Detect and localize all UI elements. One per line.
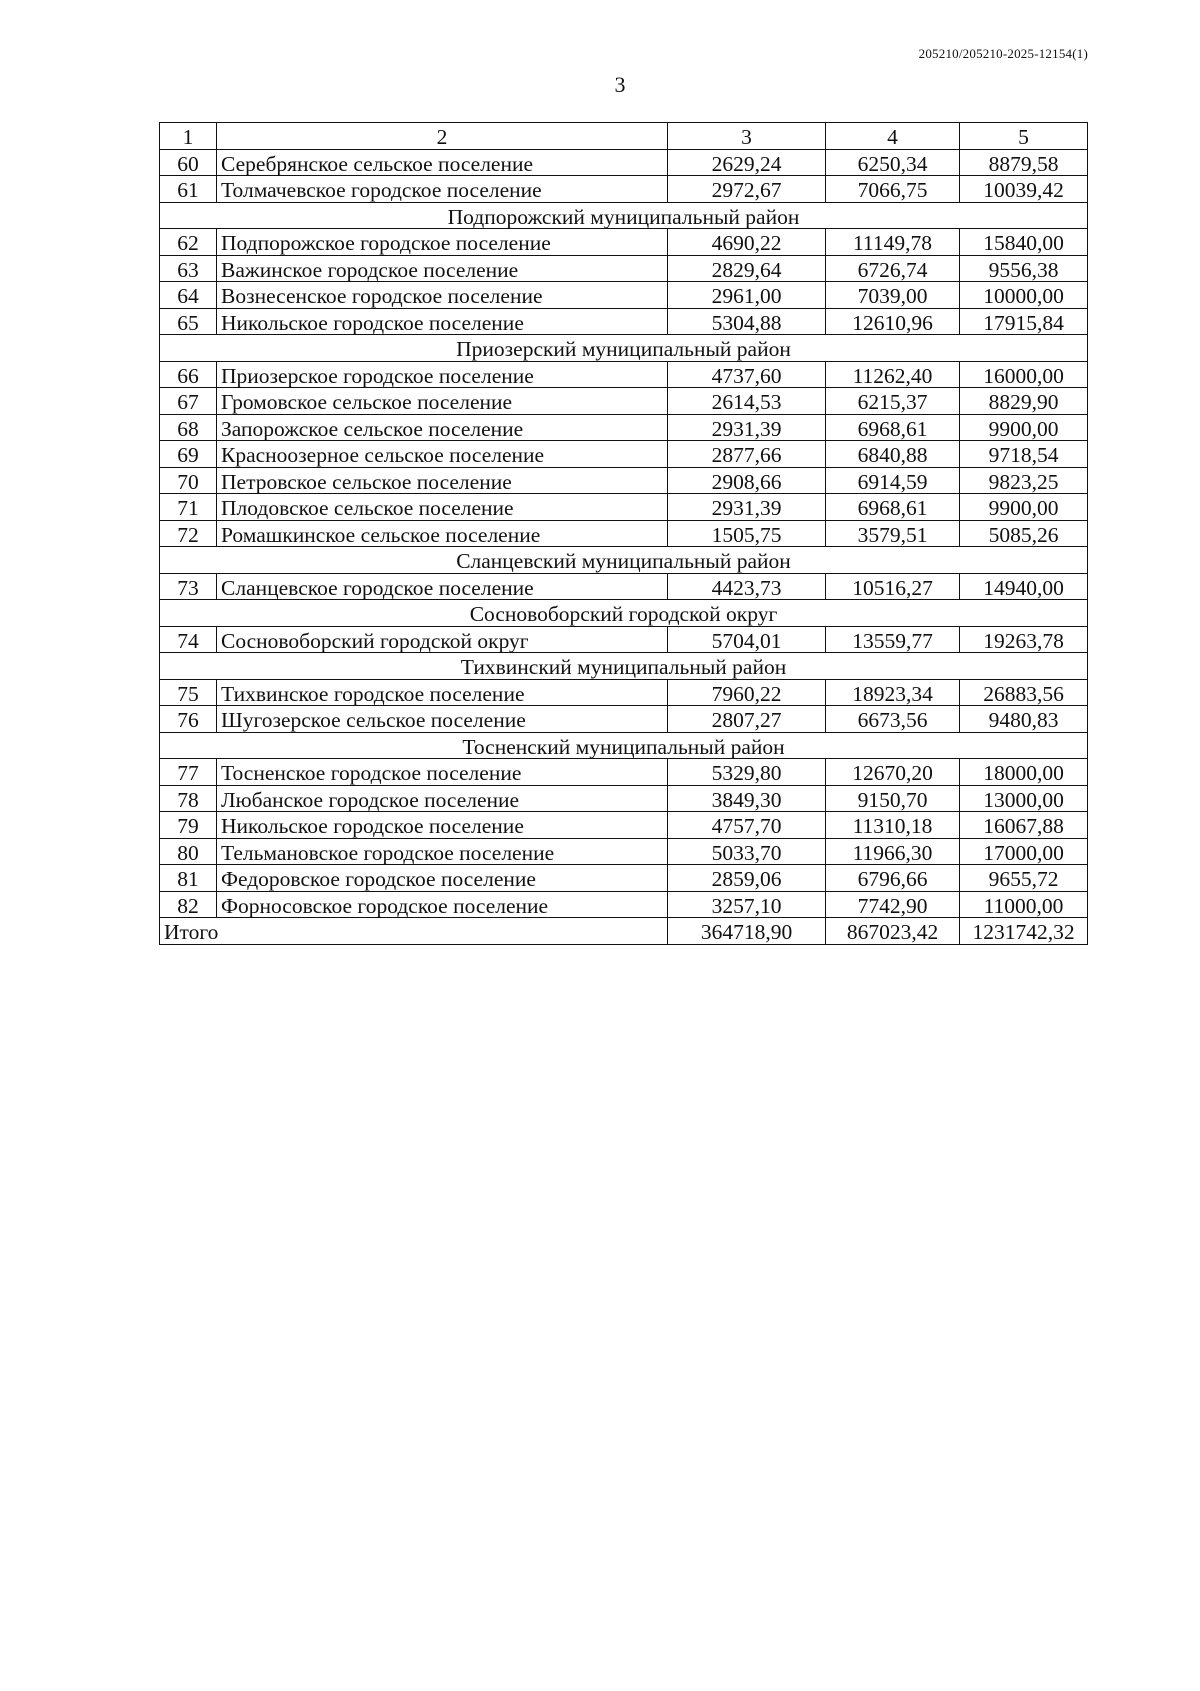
total-col-3: 364718,90: [668, 918, 826, 945]
row-number: 72: [160, 520, 217, 547]
settlement-name: Никольское городское поселение: [217, 308, 668, 335]
value-col-5: 9900,00: [960, 494, 1088, 521]
row-number: 65: [160, 308, 217, 335]
section-title: Сланцевский муниципальный район: [160, 547, 1088, 574]
value-col-3: 2829,64: [668, 255, 826, 282]
settlement-name: Громовское сельское поселение: [217, 388, 668, 415]
value-col-5: 8879,58: [960, 149, 1088, 176]
settlement-name: Федоровское городское поселение: [217, 865, 668, 892]
value-col-5: 17915,84: [960, 308, 1088, 335]
value-col-5: 9900,00: [960, 414, 1088, 441]
page-number: 3: [614, 72, 626, 97]
section-title: Тосненский муниципальный район: [160, 732, 1088, 759]
total-col-5: 1231742,32: [960, 918, 1088, 945]
table-row: [160, 229, 1088, 256]
value-col-5: 8829,90: [960, 388, 1088, 415]
allocation-table: [159, 122, 1088, 945]
value-col-5: 16067,88: [960, 812, 1088, 839]
value-col-5: 13000,00: [960, 785, 1088, 812]
section-header-row: [160, 547, 1088, 574]
settlement-name: Никольское городское поселение: [217, 812, 668, 839]
settlement-name: Форносовское городское поселение: [217, 891, 668, 918]
row-number: 79: [160, 812, 217, 839]
row-number: 60: [160, 149, 217, 176]
column-header-3: 3: [668, 123, 826, 150]
row-number: 73: [160, 573, 217, 600]
settlement-name: Тихвинское городское поселение: [217, 679, 668, 706]
column-header-2: 2: [217, 123, 668, 150]
row-number: 78: [160, 785, 217, 812]
table-row: [160, 149, 1088, 176]
settlement-name: Ромашкинское сельское поселение: [217, 520, 668, 547]
table-row: [160, 308, 1088, 335]
settlement-name: Приозерское городское поселение: [217, 361, 668, 388]
settlement-name: Тельмановское городское поселение: [217, 838, 668, 865]
table-body: [160, 123, 1088, 945]
table-row: [160, 494, 1088, 521]
value-col-3: 4690,22: [668, 229, 826, 256]
settlement-name: Сосновоборский городской округ: [217, 626, 668, 653]
row-number: 74: [160, 626, 217, 653]
section-title: Сосновоборский городской округ: [160, 600, 1088, 627]
section-header-row: [160, 732, 1088, 759]
settlement-name: Любанское городское поселение: [217, 785, 668, 812]
row-number: 70: [160, 467, 217, 494]
value-col-4: 12670,20: [826, 759, 960, 786]
total-col-4: 867023,42: [826, 918, 960, 945]
value-col-5: 18000,00: [960, 759, 1088, 786]
section-header-row: [160, 202, 1088, 229]
row-number: 68: [160, 414, 217, 441]
table-row: [160, 679, 1088, 706]
value-col-4: 6968,61: [826, 494, 960, 521]
settlement-name: Плодовское сельское поселение: [217, 494, 668, 521]
row-number: 66: [160, 361, 217, 388]
value-col-3: 4737,60: [668, 361, 826, 388]
table-row: [160, 573, 1088, 600]
value-col-4: 6726,74: [826, 255, 960, 282]
row-number: 71: [160, 494, 217, 521]
row-number: 81: [160, 865, 217, 892]
table-row: [160, 361, 1088, 388]
value-col-4: 6250,34: [826, 149, 960, 176]
value-col-3: 2931,39: [668, 414, 826, 441]
table-row: [160, 414, 1088, 441]
table-row: [160, 467, 1088, 494]
settlement-name: Красноозерное сельское поселение: [217, 441, 668, 468]
value-col-5: 19263,78: [960, 626, 1088, 653]
value-col-4: 11966,30: [826, 838, 960, 865]
settlement-name: Толмачевское городское поселение: [217, 176, 668, 203]
value-col-4: 7742,90: [826, 891, 960, 918]
value-col-4: 9150,70: [826, 785, 960, 812]
section-header-row: [160, 653, 1088, 680]
value-col-4: 6840,88: [826, 441, 960, 468]
value-col-3: 2614,53: [668, 388, 826, 415]
value-col-5: 17000,00: [960, 838, 1088, 865]
value-col-5: 9823,25: [960, 467, 1088, 494]
table-row: [160, 388, 1088, 415]
value-col-3: 2931,39: [668, 494, 826, 521]
document-id: 205210/205210-2025-12154(1): [918, 46, 1088, 61]
settlement-name: Важинское городское поселение: [217, 255, 668, 282]
table-row: [160, 706, 1088, 733]
section-header-row: [160, 335, 1088, 362]
value-col-4: 7066,75: [826, 176, 960, 203]
value-col-5: 16000,00: [960, 361, 1088, 388]
row-number: 62: [160, 229, 217, 256]
table-row: [160, 176, 1088, 203]
value-col-4: 6968,61: [826, 414, 960, 441]
value-col-5: 9655,72: [960, 865, 1088, 892]
value-col-3: 2629,24: [668, 149, 826, 176]
value-col-4: 11262,40: [826, 361, 960, 388]
value-col-3: 2972,67: [668, 176, 826, 203]
value-col-5: 9480,83: [960, 706, 1088, 733]
table-row: [160, 812, 1088, 839]
value-col-5: 9556,38: [960, 255, 1088, 282]
value-col-5: 15840,00: [960, 229, 1088, 256]
value-col-4: 11149,78: [826, 229, 960, 256]
value-col-5: 26883,56: [960, 679, 1088, 706]
table-row: [160, 891, 1088, 918]
value-col-4: 11310,18: [826, 812, 960, 839]
settlement-name: Запорожское сельское поселение: [217, 414, 668, 441]
value-col-5: 9718,54: [960, 441, 1088, 468]
value-col-5: 14940,00: [960, 573, 1088, 600]
value-col-3: 2961,00: [668, 282, 826, 309]
value-col-4: 6796,66: [826, 865, 960, 892]
value-col-5: 10039,42: [960, 176, 1088, 203]
settlement-name: Шугозерское сельское поселение: [217, 706, 668, 733]
row-number: 69: [160, 441, 217, 468]
value-col-4: 7039,00: [826, 282, 960, 309]
section-title: Приозерский муниципальный район: [160, 335, 1088, 362]
column-header-4: 4: [826, 123, 960, 150]
value-col-4: 12610,96: [826, 308, 960, 335]
value-col-5: 10000,00: [960, 282, 1088, 309]
settlement-name: Серебрянское сельское поселение: [217, 149, 668, 176]
value-col-4: 6673,56: [826, 706, 960, 733]
row-number: 82: [160, 891, 217, 918]
value-col-4: 6215,37: [826, 388, 960, 415]
value-col-3: 2877,66: [668, 441, 826, 468]
value-col-3: 5704,01: [668, 626, 826, 653]
value-col-3: 1505,75: [668, 520, 826, 547]
settlement-name: Тосненское городское поселение: [217, 759, 668, 786]
section-title: Подпорожский муниципальный район: [160, 202, 1088, 229]
value-col-3: 5329,80: [668, 759, 826, 786]
value-col-3: 5304,88: [668, 308, 826, 335]
table-row: [160, 520, 1088, 547]
value-col-3: 2859,06: [668, 865, 826, 892]
section-header-row: [160, 600, 1088, 627]
row-number: 67: [160, 388, 217, 415]
settlement-name: Вознесенское городское поселение: [217, 282, 668, 309]
total-row: [160, 918, 1088, 945]
value-col-3: 3849,30: [668, 785, 826, 812]
settlement-name: Подпорожское городское поселение: [217, 229, 668, 256]
table-row: [160, 441, 1088, 468]
row-number: 75: [160, 679, 217, 706]
row-number: 64: [160, 282, 217, 309]
table-row: [160, 865, 1088, 892]
value-col-3: 2908,66: [668, 467, 826, 494]
table-row: [160, 255, 1088, 282]
row-number: 61: [160, 176, 217, 203]
table-row: [160, 282, 1088, 309]
value-col-4: 10516,27: [826, 573, 960, 600]
value-col-3: 7960,22: [668, 679, 826, 706]
row-number: 76: [160, 706, 217, 733]
settlement-name: Сланцевское городское поселение: [217, 573, 668, 600]
value-col-4: 13559,77: [826, 626, 960, 653]
settlement-name: Петровское сельское поселение: [217, 467, 668, 494]
column-header-1: 1: [160, 123, 217, 150]
total-label: Итого: [160, 918, 668, 945]
value-col-4: 3579,51: [826, 520, 960, 547]
value-col-4: 6914,59: [826, 467, 960, 494]
value-col-3: 3257,10: [668, 891, 826, 918]
column-header-5: 5: [960, 123, 1088, 150]
value-col-4: 18923,34: [826, 679, 960, 706]
value-col-5: 11000,00: [960, 891, 1088, 918]
value-col-5: 5085,26: [960, 520, 1088, 547]
row-number: 63: [160, 255, 217, 282]
section-title: Тихвинский муниципальный район: [160, 653, 1088, 680]
table-row: [160, 626, 1088, 653]
column-number-row: [160, 123, 1088, 150]
table-row: [160, 759, 1088, 786]
value-col-3: 5033,70: [668, 838, 826, 865]
table-row: [160, 838, 1088, 865]
value-col-3: 2807,27: [668, 706, 826, 733]
table-row: [160, 785, 1088, 812]
value-col-3: 4757,70: [668, 812, 826, 839]
value-col-3: 4423,73: [668, 573, 826, 600]
row-number: 80: [160, 838, 217, 865]
row-number: 77: [160, 759, 217, 786]
